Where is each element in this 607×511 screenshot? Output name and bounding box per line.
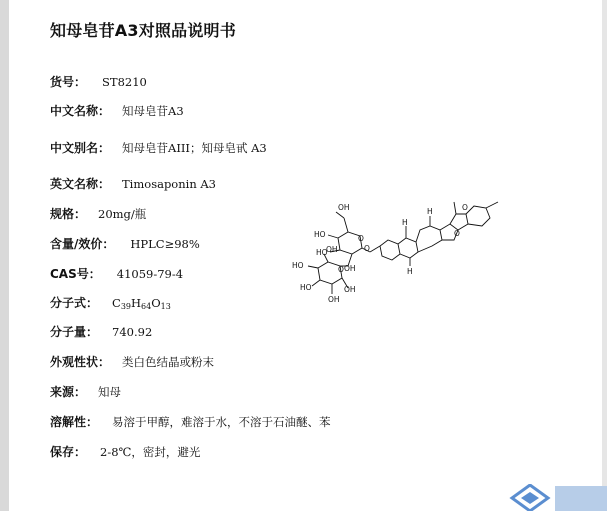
field-value: 知母 bbox=[98, 385, 122, 399]
field-value: HPLC≥98% bbox=[130, 237, 200, 251]
field-purity bbox=[50, 235, 200, 252]
structure-label-ho: HO bbox=[292, 261, 304, 270]
field-label: 规格： bbox=[50, 207, 87, 221]
structure-label-o: O bbox=[358, 234, 364, 243]
field-value: ST8210 bbox=[102, 75, 147, 89]
page-right-edge bbox=[602, 0, 607, 511]
field-value: 740.92 bbox=[112, 325, 153, 339]
structure-label-ho: HO bbox=[314, 230, 326, 239]
field-item-number bbox=[50, 73, 147, 90]
structure-label-h: H bbox=[427, 207, 433, 216]
page-left-edge bbox=[0, 0, 9, 511]
field-label: 外观性状： bbox=[50, 355, 111, 369]
field-label: 含量/效价： bbox=[50, 237, 115, 251]
field-storage bbox=[50, 443, 200, 460]
structure-label-h: H bbox=[402, 218, 408, 227]
structure-label-oh: OH bbox=[328, 295, 340, 304]
field-value: 类白色结晶或粉末 bbox=[122, 355, 215, 369]
field-chinese-alias bbox=[50, 139, 267, 156]
field-value: 知母皂苷AIII；知母皂甙 A3 bbox=[122, 141, 267, 155]
field-label: 分子式： bbox=[50, 296, 99, 310]
structure-label-oh: OH bbox=[338, 203, 350, 212]
field-specification bbox=[50, 205, 146, 222]
field-value: 20mg/瓶 bbox=[98, 207, 147, 221]
field-value: 知母皂苷A3 bbox=[122, 104, 184, 118]
field-source bbox=[50, 383, 121, 400]
structure-label-oh: OH bbox=[326, 245, 338, 254]
field-cas-number bbox=[50, 265, 183, 282]
field-value: 41059-79-4 bbox=[116, 267, 184, 281]
structure-label-o: O bbox=[462, 203, 468, 212]
structure-label-o: O bbox=[338, 265, 344, 274]
company-logo-icon bbox=[508, 484, 552, 511]
field-label: 来源： bbox=[50, 385, 87, 399]
field-value: Timosaponin A3 bbox=[122, 177, 217, 191]
structure-label-oh: OH bbox=[344, 285, 356, 294]
chemical-structure-diagram bbox=[288, 180, 500, 310]
field-label: CAS号： bbox=[50, 267, 101, 281]
field-appearance bbox=[50, 353, 214, 370]
structure-label-h: H bbox=[407, 267, 413, 276]
structure-label-o: O bbox=[454, 229, 460, 238]
field-solubility bbox=[50, 413, 331, 430]
field-label: 中文别名： bbox=[50, 141, 111, 155]
document-title: 知母皂苷A3对照品说明书 bbox=[50, 21, 236, 40]
field-molecular-formula bbox=[50, 294, 171, 311]
field-label: 货号： bbox=[50, 75, 87, 89]
field-english-name bbox=[50, 175, 216, 192]
corner-decoration bbox=[555, 486, 607, 511]
field-label: 保存： bbox=[50, 445, 87, 459]
field-chinese-name bbox=[50, 102, 184, 119]
field-value: 2-8℃，密封，避光 bbox=[100, 445, 201, 459]
field-value: 易溶于甲醇，难溶于水，不溶于石油醚、苯 bbox=[112, 415, 331, 429]
structure-label-ho: HO bbox=[300, 283, 312, 292]
field-label: 溶解性： bbox=[50, 415, 99, 429]
field-molecular-weight bbox=[50, 323, 152, 340]
structure-label-o: O bbox=[364, 244, 370, 253]
molecular-formula: $C_{39}H_{64}O_{13}$ bbox=[112, 296, 171, 311]
structure-label-ho: HO bbox=[316, 248, 328, 257]
field-label: 分子量： bbox=[50, 325, 99, 339]
field-label: 英文名称： bbox=[50, 177, 111, 191]
structure-label-oh: OH bbox=[344, 264, 356, 273]
field-label: 中文名称： bbox=[50, 104, 111, 118]
